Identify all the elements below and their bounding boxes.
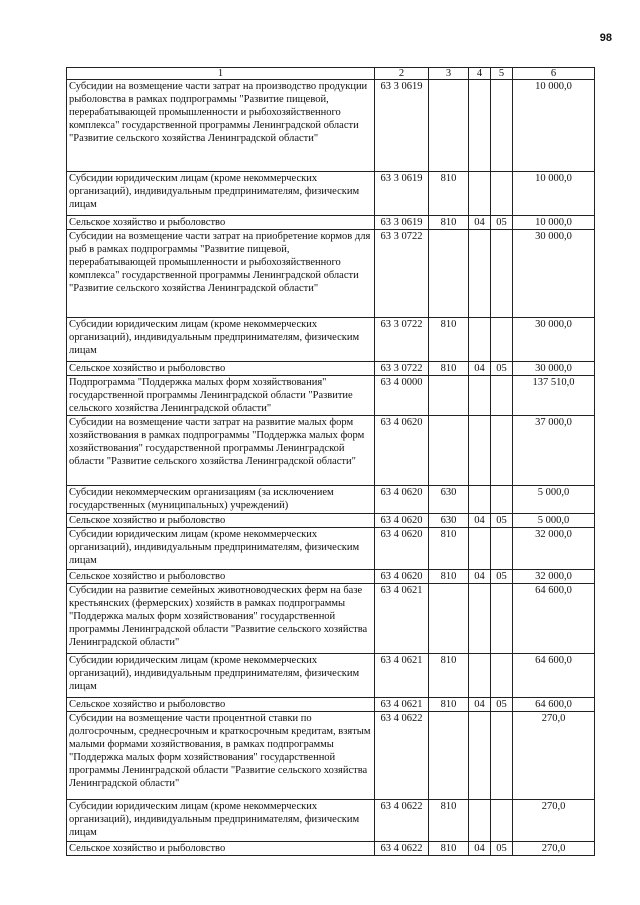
table-row: [67, 362, 595, 376]
table-row: [67, 514, 595, 528]
cell-type: 810: [429, 216, 469, 230]
cell-sec: [469, 800, 491, 842]
cell-amount: 5 000,0: [513, 486, 595, 514]
cell-type: 810: [429, 362, 469, 376]
cell-sub: 05: [491, 216, 513, 230]
cell-name: Сельское хозяйство и рыболовство: [67, 514, 375, 528]
cell-sec: [469, 376, 491, 416]
cell-amount: 30 000,0: [513, 230, 595, 318]
table-row: [67, 712, 595, 800]
cell-name: Сельское хозяйство и рыболовство: [67, 570, 375, 584]
cell-amount: 32 000,0: [513, 570, 595, 584]
cell-sub: [491, 486, 513, 514]
cell-amount: 137 510,0: [513, 376, 595, 416]
cell-code: 63 3 0722: [375, 318, 429, 362]
cell-name: Субсидии на возмещение части затрат на приобретение кормов для рыб в рамках подпрограммы "Развитие пищевой, перерабатывающей промышленности и рыбохозяйственного комплекса" государственной программы Ленинградской области "Развитие сельского хозяйства Ленинградской области": [67, 230, 375, 318]
cell-code: 63 4 0622: [375, 712, 429, 800]
cell-code: 63 3 0619: [375, 216, 429, 230]
cell-code: 63 4 0621: [375, 654, 429, 698]
cell-sub: [491, 584, 513, 654]
cell-code: 63 4 0622: [375, 800, 429, 842]
header-cell: 6: [513, 68, 595, 80]
table-row: [67, 842, 595, 856]
header-cell: 4: [469, 68, 491, 80]
header-row: [67, 68, 595, 80]
cell-code: 63 4 0620: [375, 570, 429, 584]
cell-sec: [469, 584, 491, 654]
header-cell: 5: [491, 68, 513, 80]
cell-amount: 64 600,0: [513, 698, 595, 712]
cell-name: Сельское хозяйство и рыболовство: [67, 698, 375, 712]
cell-name: Сельское хозяйство и рыболовство: [67, 842, 375, 856]
cell-type: [429, 230, 469, 318]
cell-code: 63 3 0619: [375, 172, 429, 216]
cell-type: 810: [429, 570, 469, 584]
cell-sec: 04: [469, 362, 491, 376]
budget-table: [66, 67, 595, 856]
table-row: [67, 216, 595, 230]
cell-type: 810: [429, 654, 469, 698]
table-row: [67, 416, 595, 486]
header-cell: 3: [429, 68, 469, 80]
cell-amount: 10 000,0: [513, 80, 595, 172]
cell-code: 63 4 0621: [375, 698, 429, 712]
cell-amount: 270,0: [513, 842, 595, 856]
cell-type: [429, 416, 469, 486]
cell-sec: [469, 486, 491, 514]
cell-amount: 37 000,0: [513, 416, 595, 486]
cell-sub: 05: [491, 514, 513, 528]
table-row: [67, 318, 595, 362]
cell-code: 63 4 0000: [375, 376, 429, 416]
cell-amount: 32 000,0: [513, 528, 595, 570]
cell-sub: [491, 80, 513, 172]
cell-amount: 270,0: [513, 800, 595, 842]
cell-type: 810: [429, 698, 469, 712]
cell-code: 63 4 0621: [375, 584, 429, 654]
cell-amount: 10 000,0: [513, 216, 595, 230]
cell-sub: [491, 528, 513, 570]
cell-sub: [491, 712, 513, 800]
cell-sec: 04: [469, 570, 491, 584]
table-row: [67, 172, 595, 216]
cell-amount: 64 600,0: [513, 584, 595, 654]
cell-sec: 04: [469, 514, 491, 528]
cell-sec: [469, 230, 491, 318]
page-number: 98: [599, 32, 612, 44]
cell-type: 810: [429, 318, 469, 362]
header-cell: 2: [375, 68, 429, 80]
cell-type: [429, 376, 469, 416]
table-row: [67, 80, 595, 172]
cell-sub: 05: [491, 362, 513, 376]
cell-type: 810: [429, 528, 469, 570]
cell-amount: 270,0: [513, 712, 595, 800]
table-row: [67, 584, 595, 654]
cell-sec: [469, 80, 491, 172]
cell-code: 63 4 0620: [375, 486, 429, 514]
table-row: [67, 570, 595, 584]
cell-name: Субсидии юридическим лицам (кроме некоммерческих организаций), индивидуальным предпринимателям, физическим лицам: [67, 172, 375, 216]
cell-sub: [491, 654, 513, 698]
cell-code: 63 3 0722: [375, 230, 429, 318]
cell-type: 810: [429, 172, 469, 216]
cell-sec: 04: [469, 842, 491, 856]
cell-code: 63 4 0620: [375, 514, 429, 528]
cell-name: Подпрограмма "Поддержка малых форм хозяйствования" государственной программы Ленинградской области "Развитие сельского хозяйства Ленинградской области": [67, 376, 375, 416]
cell-type: [429, 80, 469, 172]
cell-amount: 64 600,0: [513, 654, 595, 698]
cell-name: Субсидии на возмещение части затрат на производство продукции рыболовства в рамках подпрограммы "Развитие пищевой, перерабатывающей промышленности и рыбохозяйственного комплекса" государственной программы Ленинградской области "Развитие сельского хозяйства Ленинградской области": [67, 80, 375, 172]
cell-name: Сельское хозяйство и рыболовство: [67, 362, 375, 376]
cell-sec: 04: [469, 216, 491, 230]
cell-sec: 04: [469, 698, 491, 712]
cell-sec: [469, 528, 491, 570]
cell-name: Субсидии на возмещение части процентной ставки по долгосрочным, среднесрочным и краткосрочным кредитам, взятым малыми формами хозяйствования, в рамках подпрограммы "Поддержка малых форм хозяйствования" государственной программы Ленинградской области "Развитие сельского хозяйства Ленинградской области": [67, 712, 375, 800]
cell-code: 63 3 0722: [375, 362, 429, 376]
cell-code: 63 3 0619: [375, 80, 429, 172]
cell-amount: 10 000,0: [513, 172, 595, 216]
cell-sub: [491, 416, 513, 486]
header-cell: 1: [67, 68, 375, 80]
cell-sec: [469, 172, 491, 216]
cell-sec: [469, 712, 491, 800]
cell-type: [429, 712, 469, 800]
cell-name: Субсидии некоммерческим организациям (за исключением государственных (муниципальных) учреждений): [67, 486, 375, 514]
cell-sub: [491, 376, 513, 416]
cell-sub: 05: [491, 842, 513, 856]
cell-type: 810: [429, 800, 469, 842]
cell-sub: [491, 230, 513, 318]
cell-sub: [491, 172, 513, 216]
cell-name: Субсидии на возмещение части затрат на развитие малых форм хозяйствования в рамках подпрограммы "Поддержка малых форм хозяйствования" государственной программы Ленинградской области "Развитие сельского хозяйства Ленинградской области": [67, 416, 375, 486]
cell-amount: 30 000,0: [513, 318, 595, 362]
cell-sub: 05: [491, 570, 513, 584]
cell-code: 63 4 0622: [375, 842, 429, 856]
cell-sec: [469, 654, 491, 698]
cell-code: 63 4 0620: [375, 528, 429, 570]
cell-name: Субсидии юридическим лицам (кроме некоммерческих организаций), индивидуальным предпринимателям, физическим лицам: [67, 318, 375, 362]
cell-name: Субсидии на развитие семейных животноводческих ферм на базе крестьянских (фермерских) хозяйств в рамках подпрограммы "Поддержка малых форм хозяйствования" государственной программы Ленинградской области "Развитие сельского хозяйства Ленинградской области": [67, 584, 375, 654]
table-row: [67, 230, 595, 318]
table-row: [67, 698, 595, 712]
cell-sub: 05: [491, 698, 513, 712]
cell-sec: [469, 416, 491, 486]
table-row: [67, 654, 595, 698]
cell-code: 63 4 0620: [375, 416, 429, 486]
table-row: [67, 528, 595, 570]
cell-type: 810: [429, 842, 469, 856]
cell-type: 630: [429, 486, 469, 514]
table-row: [67, 486, 595, 514]
cell-sub: [491, 800, 513, 842]
table-body: [67, 80, 595, 856]
cell-amount: 30 000,0: [513, 362, 595, 376]
cell-type: 630: [429, 514, 469, 528]
cell-amount: 5 000,0: [513, 514, 595, 528]
cell-type: [429, 584, 469, 654]
cell-sec: [469, 318, 491, 362]
cell-name: Субсидии юридическим лицам (кроме некоммерческих организаций), индивидуальным предпринимателям, физическим лицам: [67, 800, 375, 842]
cell-name: Субсидии юридическим лицам (кроме некоммерческих организаций), индивидуальным предпринимателям, физическим лицам: [67, 654, 375, 698]
cell-name: Субсидии юридическим лицам (кроме некоммерческих организаций), индивидуальным предпринимателям, физическим лицам: [67, 528, 375, 570]
table-row: [67, 800, 595, 842]
cell-sub: [491, 318, 513, 362]
table-row: [67, 376, 595, 416]
cell-name: Сельское хозяйство и рыболовство: [67, 216, 375, 230]
